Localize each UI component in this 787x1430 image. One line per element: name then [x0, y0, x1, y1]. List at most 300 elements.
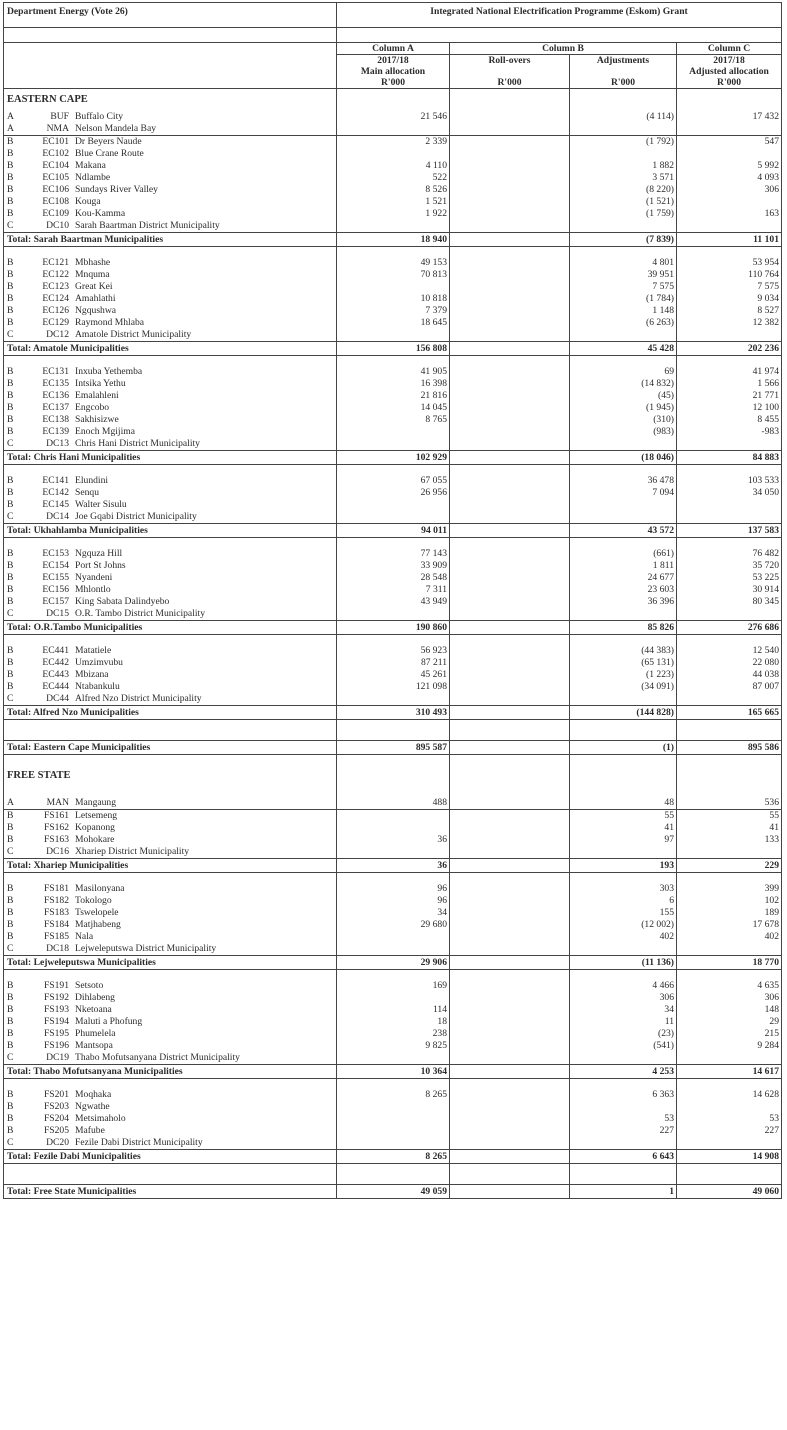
- municipality-name: Masilonyana: [75, 883, 125, 894]
- adjustments-value: (44 383): [570, 645, 677, 657]
- adjusted-allocation-value: 35 720: [677, 560, 782, 572]
- main-allocation-value: [337, 1052, 450, 1065]
- municipality-row: [4, 414, 782, 426]
- municipality-name: Nelson Mandela Bay: [75, 123, 156, 134]
- adjusted-allocation-value: 4 093: [677, 172, 782, 184]
- rollovers-value: [450, 293, 570, 305]
- municipality-code: EC105: [42, 172, 69, 183]
- municipality-code: FS182: [43, 895, 69, 906]
- total-row: [4, 741, 782, 755]
- main-allocation-value: 2 339: [337, 136, 450, 149]
- municipality-name: Joe Gqabi District Municipality: [75, 511, 197, 522]
- spacer-row: [4, 873, 782, 884]
- total-label: Total: O.R.Tambo Municipalities: [4, 621, 337, 635]
- municipality-name: Great Kei: [75, 281, 113, 292]
- adjusted-allocation-value: 7 575: [677, 281, 782, 293]
- category-code: B: [7, 931, 14, 942]
- main-allocation-value: [337, 220, 450, 233]
- adjustments-value: (18 046): [570, 451, 677, 465]
- adjustments-value: (1 792): [570, 136, 677, 149]
- municipality-name: Fezile Dabi District Municipality: [75, 1137, 203, 1148]
- rollovers-value: [450, 451, 570, 465]
- municipality-code: EC155: [42, 572, 69, 583]
- municipality-code: DC10: [46, 220, 69, 231]
- adjustments-value: [570, 1052, 677, 1065]
- municipality-code: EC442: [42, 657, 69, 668]
- category-code: C: [7, 220, 14, 231]
- municipality-code: EC145: [42, 499, 69, 510]
- adjustments-value: 41: [570, 822, 677, 834]
- total-row: [4, 956, 782, 970]
- municipality-name: King Sabata Dalindyebo: [75, 596, 170, 607]
- rollovers-value: [450, 706, 570, 720]
- municipality-name: Nyandeni: [75, 572, 113, 583]
- main-allocation-value: 21 546: [337, 111, 450, 123]
- rollovers-value: [450, 1016, 570, 1028]
- main-allocation-value: [337, 1125, 450, 1137]
- adjustments-value: 6 363: [570, 1089, 677, 1101]
- municipality-row: [4, 487, 782, 499]
- category-code: B: [7, 992, 14, 1003]
- main-allocation-value: 41 905: [337, 366, 450, 378]
- municipality-row: [4, 160, 782, 172]
- rollovers-value: [450, 797, 570, 810]
- main-allocation-value: 4 110: [337, 160, 450, 172]
- municipality-row: [4, 1028, 782, 1040]
- municipality-row: [4, 919, 782, 931]
- main-allocation-value: 8 765: [337, 414, 450, 426]
- rollovers-value: [450, 111, 570, 123]
- main-allocation-value: 43 949: [337, 596, 450, 608]
- adjusted-allocation-value: [677, 693, 782, 706]
- municipality-row: [4, 1040, 782, 1052]
- adjusted-allocation-value: 17 432: [677, 111, 782, 123]
- main-allocation-value: 10 364: [337, 1065, 450, 1079]
- municipality-code: NMA: [46, 123, 69, 134]
- municipality-name: Port St Johns: [75, 560, 126, 571]
- main-allocation-value: [337, 499, 450, 511]
- municipality-name: Ngwathe: [75, 1101, 110, 1112]
- main-allocation-value: 36: [337, 859, 450, 873]
- adjustments-value: 55: [570, 810, 677, 823]
- rollovers-value: [450, 572, 570, 584]
- rollovers-value: [450, 220, 570, 233]
- adjusted-allocation-value: -983: [677, 426, 782, 438]
- municipality-name: Chris Hani District Municipality: [75, 438, 200, 449]
- main-allocation-value: [337, 810, 450, 823]
- adjusted-allocation-value: 8 527: [677, 305, 782, 317]
- adjusted-allocation-value: 895 586: [677, 741, 782, 755]
- main-allocation-value: 522: [337, 172, 450, 184]
- adjustments-value: (34 091): [570, 681, 677, 693]
- main-allocation-value: 488: [337, 797, 450, 810]
- total-label: Total: Thabo Mofutsanyana Municipalities: [4, 1065, 337, 1079]
- total-row: [4, 621, 782, 635]
- category-code: C: [7, 943, 14, 954]
- total-label: Total: Eastern Cape Municipalities: [4, 741, 337, 755]
- category-code: B: [7, 414, 14, 425]
- municipality-code: FS163: [43, 834, 69, 845]
- category-code: B: [7, 669, 14, 680]
- category-code: B: [7, 402, 14, 413]
- total-label: Total: Amatole Municipalities: [4, 342, 337, 356]
- total-row: [4, 706, 782, 720]
- rollovers-value: [450, 148, 570, 160]
- municipality-code: FS204: [43, 1113, 69, 1124]
- municipality-row: [4, 366, 782, 378]
- municipality-name: Mbhashe: [75, 257, 111, 268]
- municipality-code: FS183: [43, 907, 69, 918]
- main-allocation-value: 10 818: [337, 293, 450, 305]
- adjusted-allocation-value: [677, 438, 782, 451]
- municipality-name: Umzimvubu: [75, 657, 123, 668]
- total-label: Total: Fezile Dabi Municipalities: [4, 1150, 337, 1164]
- adjusted-allocation-value: 163: [677, 208, 782, 220]
- municipality-row: [4, 943, 782, 956]
- municipality-row: [4, 329, 782, 342]
- category-code: C: [7, 511, 14, 522]
- adjusted-allocation-value: 41 974: [677, 366, 782, 378]
- municipality-code: FS196: [43, 1040, 69, 1051]
- rollovers-value: [450, 196, 570, 208]
- category-code: B: [7, 148, 14, 159]
- municipality-row: [4, 257, 782, 269]
- municipality-code: EC121: [42, 257, 69, 268]
- adjusted-allocation-value: 34 050: [677, 487, 782, 499]
- province-name: FREE STATE: [4, 765, 337, 787]
- rollovers-value: [450, 1125, 570, 1137]
- main-allocation-value: 56 923: [337, 645, 450, 657]
- municipality-code: BUF: [50, 111, 69, 122]
- municipality-name: O.R. Tambo District Municipality: [75, 608, 205, 619]
- rollovers-value: [450, 596, 570, 608]
- municipality-name: Mhlontlo: [75, 584, 111, 595]
- municipality-row: [4, 907, 782, 919]
- municipality-row: [4, 269, 782, 281]
- main-allocation-value: [337, 943, 450, 956]
- municipality-code: DC20: [46, 1137, 69, 1148]
- category-code: B: [7, 883, 14, 894]
- municipality-row: [4, 208, 782, 220]
- municipality-name: Setsoto: [75, 980, 104, 991]
- main-allocation-value: [337, 693, 450, 706]
- adjustments-value: (12 002): [570, 919, 677, 931]
- municipality-row: [4, 596, 782, 608]
- municipality-name: Elundini: [75, 475, 109, 486]
- municipality-row: [4, 834, 782, 846]
- category-code: B: [7, 1101, 14, 1112]
- municipality-code: EC136: [42, 390, 69, 401]
- main-allocation-value: [337, 931, 450, 943]
- adjusted-allocation-value: 189: [677, 907, 782, 919]
- municipality-code: EC129: [42, 317, 69, 328]
- category-code: B: [7, 584, 14, 595]
- adjusted-allocation-value: 402: [677, 931, 782, 943]
- main-allocation-value: 36: [337, 834, 450, 846]
- adjustments-value: [570, 123, 677, 136]
- municipality-row: [4, 305, 782, 317]
- adjustments-value: [570, 499, 677, 511]
- rollovers-value: [450, 584, 570, 596]
- adjusted-allocation-value: 399: [677, 883, 782, 895]
- total-label: Total: Sarah Baartman Municipalities: [4, 233, 337, 247]
- municipality-name: Blue Crane Route: [75, 148, 144, 159]
- adjusted-allocation-value: 5 992: [677, 160, 782, 172]
- main-allocation-value: 121 098: [337, 681, 450, 693]
- adjusted-allocation-value: 306: [677, 992, 782, 1004]
- municipality-code: DC12: [46, 329, 69, 340]
- category-code: B: [7, 596, 14, 607]
- main-allocation-value: [337, 1137, 450, 1150]
- municipality-row: [4, 196, 782, 208]
- rollovers-value: [450, 992, 570, 1004]
- rollovers-value: [450, 366, 570, 378]
- province-heading-row: [4, 765, 782, 787]
- main-allocation-value: 895 587: [337, 741, 450, 755]
- municipality-row: [4, 499, 782, 511]
- adjustments-value: 155: [570, 907, 677, 919]
- adjustments-value: (8 220): [570, 184, 677, 196]
- adjusted-allocation-value: [677, 943, 782, 956]
- adjusted-allocation-value: 276 686: [677, 621, 782, 635]
- main-allocation-value: 94 011: [337, 524, 450, 538]
- rollovers-value: [450, 414, 570, 426]
- main-allocation-value: 21 816: [337, 390, 450, 402]
- adjustments-value: (11 136): [570, 956, 677, 970]
- category-code: B: [7, 834, 14, 845]
- main-allocation-value: 29 906: [337, 956, 450, 970]
- municipality-row: [4, 148, 782, 160]
- municipality-row: [4, 220, 782, 233]
- municipality-row: [4, 402, 782, 414]
- category-code: B: [7, 1016, 14, 1027]
- category-code: B: [7, 1028, 14, 1039]
- adjustments-value: (144 828): [570, 706, 677, 720]
- adjustments-value: (1 945): [570, 402, 677, 414]
- municipality-code: FS181: [43, 883, 69, 894]
- unit-label: R'000: [677, 77, 782, 89]
- category-code: B: [7, 366, 14, 377]
- adjustments-value: 1 148: [570, 305, 677, 317]
- adjusted-allocation-value: [677, 1101, 782, 1113]
- total-label: Total: Ukhahlamba Municipalities: [4, 524, 337, 538]
- adjusted-allocation-value: 55: [677, 810, 782, 823]
- adjustments-value: (1 784): [570, 293, 677, 305]
- spacer-row: [4, 755, 782, 766]
- municipality-row: [4, 657, 782, 669]
- municipality-row: [4, 931, 782, 943]
- rollovers-value: [450, 907, 570, 919]
- municipality-row: [4, 572, 782, 584]
- adjustments-value: 7 575: [570, 281, 677, 293]
- rollovers-value: [450, 487, 570, 499]
- adjustments-value: 23 603: [570, 584, 677, 596]
- adjusted-allocation-value: 76 482: [677, 548, 782, 560]
- rollovers-value: [450, 943, 570, 956]
- municipality-row: [4, 584, 782, 596]
- adjustments-value: (661): [570, 548, 677, 560]
- rollovers-value: [450, 524, 570, 538]
- adjustments-value: (1 223): [570, 669, 677, 681]
- adjustments-value: (7 839): [570, 233, 677, 247]
- category-code: B: [7, 160, 14, 171]
- adjusted-allocation-value: 215: [677, 1028, 782, 1040]
- column-a-year: 2017/18: [337, 55, 450, 67]
- adjusted-allocation-value: [677, 846, 782, 859]
- adjusted-allocation-value: 110 764: [677, 269, 782, 281]
- municipality-name: Mbizana: [75, 669, 109, 680]
- spacer-row: [4, 1079, 782, 1090]
- municipality-name: Mnquma: [75, 269, 110, 280]
- municipality-code: EC131: [42, 366, 69, 377]
- municipality-name: Ntabankulu: [75, 681, 120, 692]
- adjusted-allocation-value: 229: [677, 859, 782, 873]
- rollovers-value: [450, 1101, 570, 1113]
- municipality-name: Alfred Nzo District Municipality: [75, 693, 202, 704]
- adjustments-value: (983): [570, 426, 677, 438]
- adjustments-value: 85 826: [570, 621, 677, 635]
- total-row: [4, 524, 782, 538]
- municipality-name: Sarah Baartman District Municipality: [75, 220, 220, 231]
- adjustments-value: [570, 693, 677, 706]
- municipality-code: EC137: [42, 402, 69, 413]
- adjusted-allocation-value: 14 628: [677, 1089, 782, 1101]
- municipality-code: DC44: [46, 693, 69, 704]
- adjustments-value: 69: [570, 366, 677, 378]
- spacer-row: [4, 1164, 782, 1185]
- municipality-name: Nketoana: [75, 1004, 112, 1015]
- rollovers-value: [450, 511, 570, 524]
- adjusted-allocation-value: 12 100: [677, 402, 782, 414]
- municipality-name: Nala: [75, 931, 94, 942]
- rollovers-value: [450, 390, 570, 402]
- adjusted-allocation-value: 84 883: [677, 451, 782, 465]
- adjusted-allocation-value: [677, 196, 782, 208]
- adjusted-allocation-value: 1 566: [677, 378, 782, 390]
- municipality-row: [4, 172, 782, 184]
- municipality-code: EC126: [42, 305, 69, 316]
- municipality-name: Kopanong: [75, 822, 115, 833]
- category-code: B: [7, 184, 14, 195]
- municipality-row: [4, 111, 782, 123]
- column-c-year: 2017/18: [677, 55, 782, 67]
- municipality-name: Emalahleni: [75, 390, 119, 401]
- adjusted-allocation-value: [677, 499, 782, 511]
- rollovers-value: [450, 378, 570, 390]
- municipality-row: [4, 390, 782, 402]
- allocation-table: [3, 89, 782, 1199]
- municipality-code: EC101: [42, 136, 69, 147]
- municipality-code: EC108: [42, 196, 69, 207]
- adjustments-value: 7 094: [570, 487, 677, 499]
- municipality-name: Moqhaka: [75, 1089, 112, 1100]
- category-code: C: [7, 693, 14, 704]
- adjustments-value: (23): [570, 1028, 677, 1040]
- adjusted-allocation-value: 14 617: [677, 1065, 782, 1079]
- category-code: B: [7, 196, 14, 207]
- municipality-name: Kouga: [75, 196, 101, 207]
- adjustments-value: (1 521): [570, 196, 677, 208]
- adjustments-value: (1): [570, 741, 677, 755]
- rollovers-value: [450, 1052, 570, 1065]
- main-allocation-value: 169: [337, 980, 450, 992]
- adjustments-value: 36 396: [570, 596, 677, 608]
- rollovers-value: [450, 438, 570, 451]
- municipality-code: EC124: [42, 293, 69, 304]
- municipality-name: Matjhabeng: [75, 919, 121, 930]
- municipality-code: FS205: [43, 1125, 69, 1136]
- rollovers-value: [450, 317, 570, 329]
- municipality-row: [4, 1016, 782, 1028]
- main-allocation-value: [337, 426, 450, 438]
- municipality-name: Makana: [75, 160, 106, 171]
- municipality-row: [4, 1137, 782, 1150]
- municipality-row: [4, 693, 782, 706]
- main-allocation-value: [337, 281, 450, 293]
- main-allocation-value: 26 956: [337, 487, 450, 499]
- adjustments-value: 39 951: [570, 269, 677, 281]
- municipality-row: [4, 883, 782, 895]
- municipality-code: DC13: [46, 438, 69, 449]
- municipality-name: Intsika Yethu: [75, 378, 126, 389]
- municipality-name: Inxuba Yethemba: [75, 366, 143, 377]
- main-allocation-value: 28 548: [337, 572, 450, 584]
- municipality-code: EC104: [42, 160, 69, 171]
- rollovers-value: [450, 233, 570, 247]
- category-code: C: [7, 1052, 14, 1063]
- municipality-row: [4, 378, 782, 390]
- adjusted-allocation-value: 17 678: [677, 919, 782, 931]
- municipality-row: [4, 184, 782, 196]
- category-code: B: [7, 810, 14, 821]
- category-code: C: [7, 438, 14, 449]
- main-allocation-value: [337, 123, 450, 136]
- rollovers-heading: Roll-overs: [450, 55, 570, 67]
- adjusted-allocation-value: 22 080: [677, 657, 782, 669]
- municipality-name: Walter Sisulu: [75, 499, 127, 510]
- rollovers-value: [450, 741, 570, 755]
- rollovers-value: [450, 1150, 570, 1164]
- municipality-code: FS195: [43, 1028, 69, 1039]
- municipality-name: Buffalo City: [75, 111, 124, 122]
- municipality-name: Matatiele: [75, 645, 112, 656]
- adjustments-value: (1 759): [570, 208, 677, 220]
- adjustments-value: 1: [570, 1185, 677, 1199]
- adjusted-allocation-value: 53: [677, 1113, 782, 1125]
- adjustments-value: [570, 943, 677, 956]
- rollovers-value: [450, 257, 570, 269]
- main-allocation-value: [337, 822, 450, 834]
- main-allocation-value: 29 680: [337, 919, 450, 931]
- adjusted-allocation-value: 29: [677, 1016, 782, 1028]
- municipality-row: [4, 1052, 782, 1065]
- category-code: B: [7, 281, 14, 292]
- adjusted-allocation-value: 137 583: [677, 524, 782, 538]
- main-allocation-value: 70 813: [337, 269, 450, 281]
- municipality-name: Mohokare: [75, 834, 115, 845]
- adjustments-value: (65 131): [570, 657, 677, 669]
- category-code: A: [7, 797, 14, 808]
- adjustments-value: 1 811: [570, 560, 677, 572]
- unit-label: R'000: [450, 77, 570, 89]
- municipality-row: [4, 608, 782, 621]
- municipality-name: Maluti a Phofung: [75, 1016, 143, 1027]
- municipality-row: [4, 980, 782, 992]
- main-allocation-value: 7 379: [337, 305, 450, 317]
- spacer-row: [4, 970, 782, 981]
- municipality-row: [4, 281, 782, 293]
- adjusted-allocation-value: 306: [677, 184, 782, 196]
